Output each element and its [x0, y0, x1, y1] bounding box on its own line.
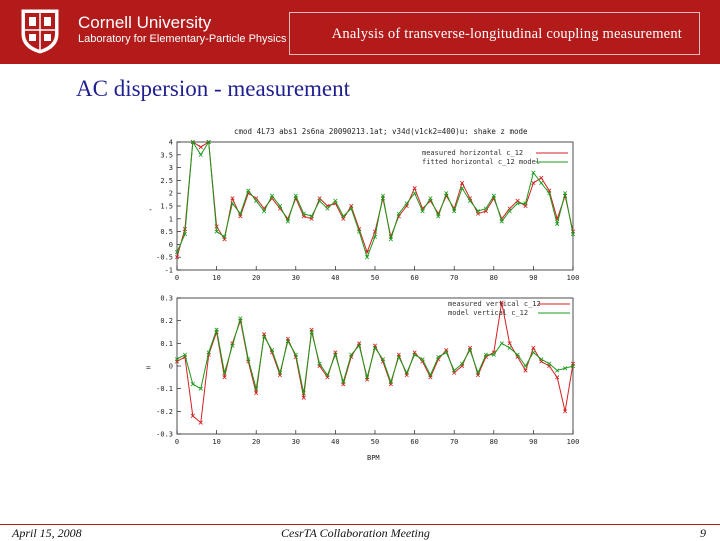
x-tick-label: 30 [291, 438, 301, 446]
y-tick-label: -0.5 [156, 253, 173, 262]
x-tick-label: 40 [331, 438, 340, 446]
y-tick-label: 3.5 [160, 151, 173, 160]
data-point [500, 342, 504, 346]
x-tick-label: 80 [489, 274, 499, 282]
x-tick-label: 70 [449, 274, 459, 282]
x-ticks [175, 266, 579, 282]
x-tick-label: 20 [251, 438, 261, 446]
chart-area [142, 122, 588, 462]
y-tick-label: 0.2 [160, 317, 173, 326]
vertical-coupling-plot [146, 295, 579, 463]
x-tick-label: 50 [370, 274, 380, 282]
x-tick-label: 40 [331, 274, 340, 282]
data-point [540, 181, 544, 185]
data-point [334, 199, 338, 203]
footer-date: April 15, 2008 [12, 526, 82, 540]
legend [448, 300, 570, 317]
y-tick-label: -0.3 [156, 430, 173, 439]
series-group [175, 301, 575, 425]
x-ticks [175, 430, 579, 446]
page-number: 9 [700, 526, 706, 540]
data-point [547, 362, 551, 366]
x-tick-label: 20 [251, 274, 261, 282]
cornell-seal-icon [20, 8, 60, 54]
y-tick-label: 3 [168, 164, 173, 173]
data-point [199, 153, 203, 157]
data-point [508, 346, 512, 350]
x-tick-label: 60 [410, 274, 419, 282]
data-point [262, 209, 266, 213]
y-axis-label: - [148, 205, 153, 214]
header-bar [0, 0, 720, 64]
footer-divider [0, 524, 720, 525]
y-tick-label: 0 [168, 362, 173, 371]
x-axis-label: BPM [367, 454, 380, 462]
legend-label: fitted horizontal c_12 model [422, 158, 541, 166]
x-tick-label: 100 [566, 274, 580, 282]
laboratory-name: Laboratory for Elementary-Particle Physics [78, 33, 287, 45]
x-tick-label: 90 [529, 274, 538, 282]
y-tick-label: -1 [164, 266, 173, 275]
data-point [413, 191, 417, 195]
series-line-1 [177, 318, 573, 393]
y-tick-label: -0.1 [156, 385, 173, 394]
footer-meeting: CesrTA Collaboration Meeting [281, 526, 430, 540]
data-point [540, 176, 544, 180]
legend [422, 149, 568, 166]
x-tick-label: 90 [529, 438, 538, 446]
y-tick-label: 1.5 [160, 202, 173, 211]
series-line-0 [177, 303, 573, 423]
legend-label: measured horizontal c_12 [422, 149, 524, 157]
horizontal-coupling-plot [148, 127, 579, 282]
x-tick-label: 70 [449, 438, 459, 446]
y-tick-label: 2 [168, 189, 173, 198]
legend-label: measured vertical c_12 [448, 300, 541, 308]
x-tick-label: 0 [174, 438, 180, 446]
x-tick-label: 10 [212, 274, 221, 282]
data-point [326, 207, 330, 211]
y-tick-label: 2.5 [160, 176, 173, 185]
slide-title: AC dispersion - measurement [76, 76, 351, 101]
y-axis-label: = [146, 363, 151, 372]
x-tick-label: 0 [174, 274, 180, 282]
data-point [270, 194, 274, 198]
y-tick-label: 1 [168, 215, 173, 224]
y-tick-label: 0.1 [160, 339, 173, 348]
y-tick-label: 0 [168, 240, 173, 249]
legend-label: model vertical c_12 [448, 309, 529, 317]
data-point [199, 145, 203, 149]
x-tick-label: 10 [212, 438, 221, 446]
x-tick-label: 80 [489, 438, 499, 446]
data-point [278, 204, 282, 208]
university-name: Cornell University [78, 13, 212, 32]
x-tick-label: 30 [291, 274, 301, 282]
plot-frame [177, 298, 573, 434]
x-tick-label: 60 [410, 438, 419, 446]
x-tick-label: 50 [370, 438, 380, 446]
y-tick-label: -0.2 [156, 407, 173, 416]
plot-title: cmod 4L73 abs1 2s6na 20090213.1at; v34d(v1ck2=400)u: shake z mode [234, 127, 528, 136]
data-point [421, 357, 425, 361]
data-point [508, 209, 512, 213]
y-tick-label: 4 [168, 138, 173, 147]
data-point [421, 209, 425, 213]
data-point [254, 199, 258, 203]
x-tick-label: 100 [566, 438, 580, 446]
y-tick-label: 0.3 [160, 294, 173, 303]
y-tick-label: 0.5 [160, 228, 173, 237]
talk-title: Analysis of transverse-longitudinal coupling measurement [331, 26, 682, 42]
